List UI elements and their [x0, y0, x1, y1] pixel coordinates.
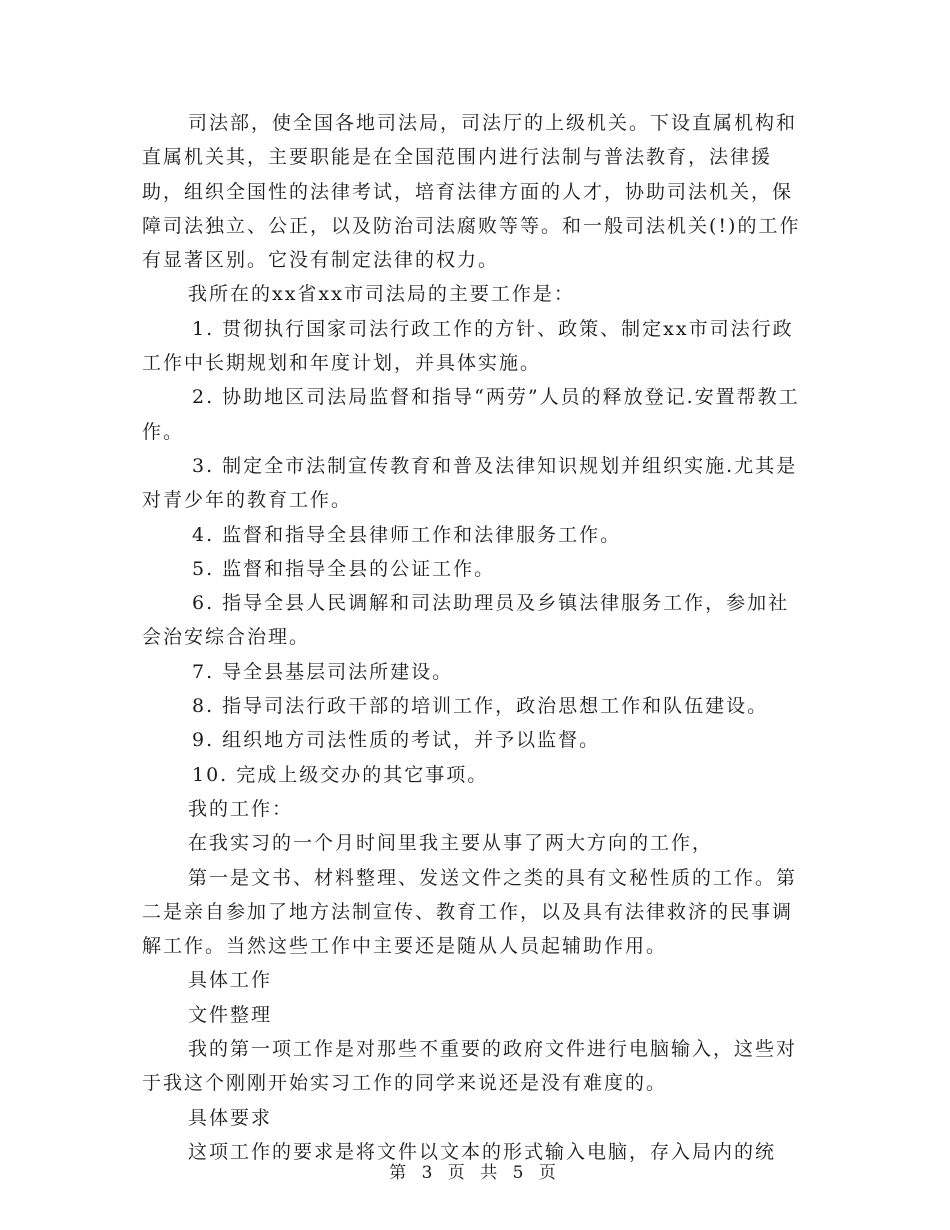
list-item-8: 8. 指导司法行政干部的培训工作，政治思想工作和队伍建设。	[192, 695, 769, 718]
paragraph-main-work-heading: 我所在的xx省xx市司法局的主要工作是：	[188, 283, 575, 306]
list-item-2: 2. 协助地区司法局监督和指导“两劳”人员的释放登记.安置帮教工作。	[142, 386, 800, 443]
list-item-4: 4. 监督和指导全县律师工作和法律服务工作。	[192, 523, 622, 546]
page-footer: 第 3 页 共 5 页	[389, 1163, 561, 1183]
heading-my-work: 我的工作：	[188, 797, 294, 820]
paragraph-requirements: 这项工作的要求是将文件以文本的形式输入电脑，存入局内的统	[188, 1140, 777, 1163]
list-item-9: 9. 组织地方司法性质的考试，并予以监督。	[192, 729, 601, 752]
list-item-3: 3. 制定全市法制宣传教育和普及法律知识规划并组织实施.尤其是对青少年的教育工作。	[142, 454, 798, 512]
paragraph-first-task: 我的第一项工作是对那些不重要的政府文件进行电脑输入，这些对于我这个刚刚开始实习工作的同学来说还是没有难度的。	[142, 1038, 798, 1095]
heading-specific-work: 具体工作	[188, 969, 273, 992]
list-item-5: 5. 监督和指导全县的公证工作。	[192, 557, 496, 580]
list-item-10: 10. 完成上级交办的其它事项。	[192, 763, 489, 786]
paragraph-two-directions: 第一是文书、材料整理、发送文件之类的具有文秘性质的工作。第二是亲自参加了地方法制宣传、教育工作，以及具有法律救济的民事调解工作。当然这些工作中主要还是随从人员起辅助作用。	[142, 866, 798, 958]
document-body	[142, 106, 810, 1169]
heading-specific-requirements: 具体要求	[188, 1106, 273, 1129]
paragraph-internship-overview: 在我实习的一个月时间里我主要从事了两大方向的工作，	[188, 832, 714, 855]
paragraph-intro: 司法部，使全国各地司法局，司法厅的上级机关。下设直属机构和直属机关其，主要职能是在全国范围内进行法制与普法教育，法律援助，组织全国性的法律考试，培育法律方面的人才，协助司法机关，保障司法独立、公正，以及防治司法腐败等等。和一般司法机关(!)的工作有显著区别。它没有制定法律的权力。	[142, 112, 801, 272]
list-item-1: 1. 贯彻执行国家司法行政工作的方针、政策、制定xx市司法行政工作中长期规划和年度计划，并具体实施。	[142, 317, 794, 375]
heading-document-sorting: 文件整理	[188, 1003, 273, 1026]
list-item-7: 7. 导全县基层司法所建设。	[192, 660, 454, 683]
list-item-6: 6. 指导全县人民调解和司法助理员及乡镇法律服务工作，参加社会治安综合治理。	[142, 592, 790, 649]
